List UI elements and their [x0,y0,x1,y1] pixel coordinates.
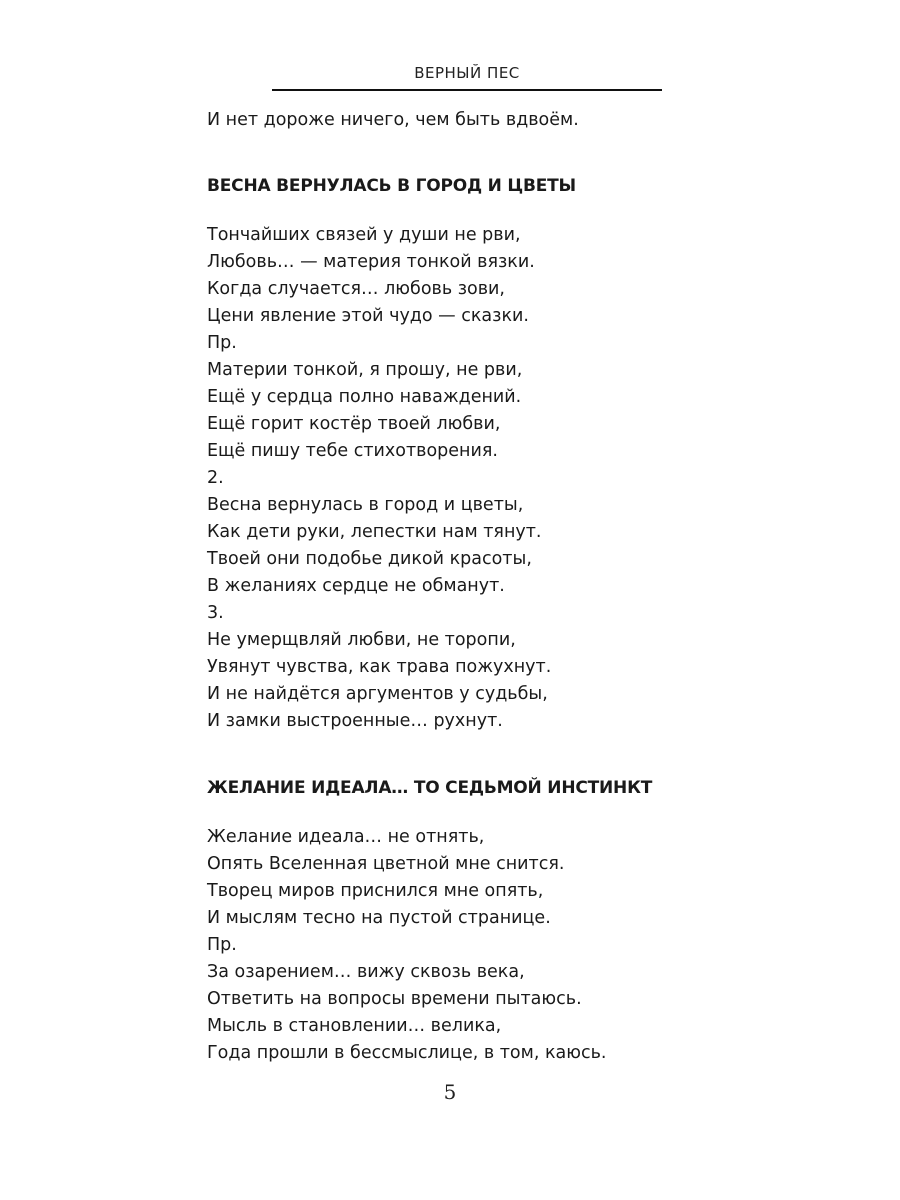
poem-line: И не найдётся аргументов у судьбы, [207,684,548,704]
header-rule [272,89,662,91]
poem-line: Творец миров приснился мне опять, [207,881,544,901]
poem-1 [207,173,767,735]
spacer [207,200,767,222]
poem-line: Ответить на вопросы времени пытаюсь. [207,989,582,1009]
verse-number: 2. [207,468,224,488]
chorus-marker: Пр. [207,935,237,955]
poem-line: Опять Вселенная цветной мне снится. [207,854,565,874]
poem-line: Года прошли в бессмыслице, в том, каюсь. [207,1043,607,1063]
poem-title: ЖЕЛАНИЕ ИДЕАЛА… ТО СЕДЬМОЙ ИНСТИНКТ [207,778,653,798]
poem-line: Материи тонкой, я прошу, не рви, [207,360,523,380]
poem-title: ВЕСНА ВЕРНУЛАСЬ В ГОРОД И ЦВЕТЫ [207,176,576,196]
poem-line: Увянут чувства, как трава пожухнут. [207,657,552,677]
page-number: 5 [443,1080,457,1104]
spacer [207,735,767,775]
poem-line: И замки выстроенные… рухнут. [207,711,503,731]
poem-line: Тончайших связей у души не рви, [207,225,521,245]
poem-line: Желание идеала… не отнять, [207,827,485,847]
poem-line: Весна вернулась в город и цветы, [207,495,524,515]
poem-line: Мысль в становлении… велика, [207,1016,502,1036]
poem-2 [207,775,767,1067]
poem-line: Ещё у сердца полно наваждений. [207,387,522,407]
poem-line: Не умерщвляй любви, не торопи, [207,630,516,650]
poem-line: И мыслям тесно на пустой странице. [207,908,551,928]
page-content [207,107,767,1067]
poem-line: Ещё горит костёр твоей любви, [207,414,501,434]
poem-line: Ещё пишу тебе стихотворения. [207,441,498,461]
spacer [207,802,767,824]
poem-line: Когда случается… любовь зови, [207,279,505,299]
spacer [207,134,767,173]
poem-line: В желаниях сердце не обманут. [207,576,505,596]
poem-line: Твоей они подобье дикой красоты, [207,549,532,569]
chorus-marker: Пр. [207,333,237,353]
poem-body [207,222,767,735]
poem-body [207,824,767,1067]
poem-line: Как дети руки, лепестки нам тянут. [207,522,542,542]
poem-line: Любовь… — материя тонкой вязки. [207,252,535,272]
poem-line: За озарением… вижу сквозь века, [207,962,525,982]
poem-line: Цени явление этой чудо — сказки. [207,306,529,326]
verse-number: 3. [207,603,224,623]
opening-line: И нет дороже ничего, чем быть вдвоём. [207,110,579,130]
running-header: ВЕРНЫЙ ПЕС [414,64,520,82]
